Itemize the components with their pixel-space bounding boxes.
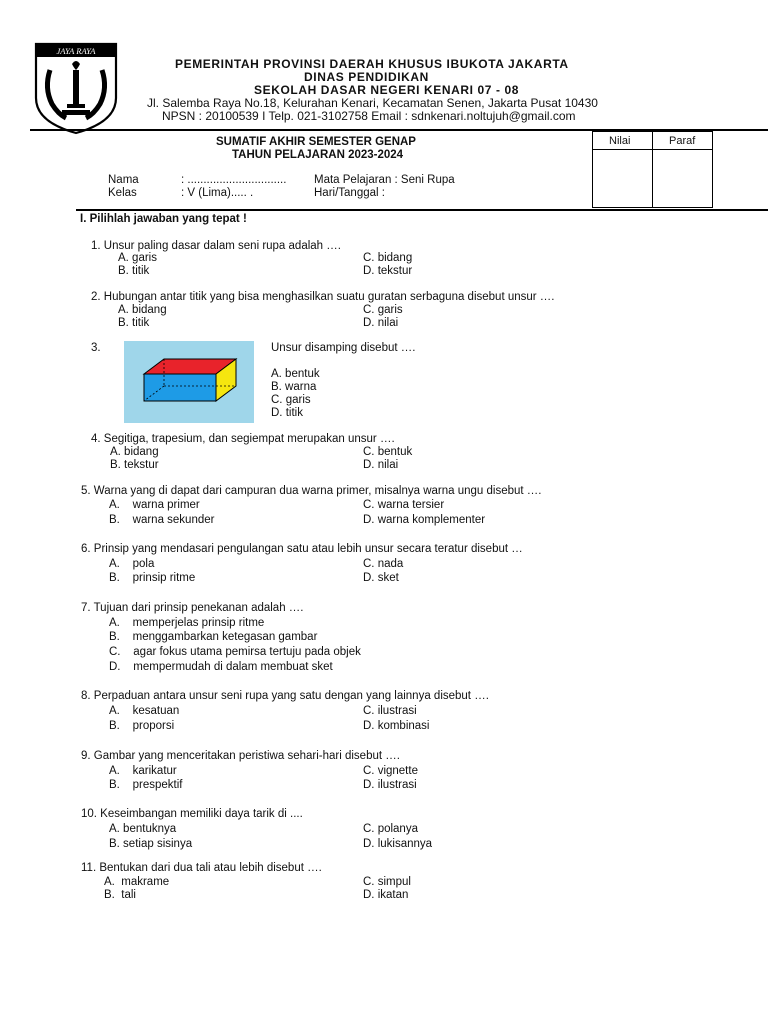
q1-option-a: A. garis [118, 252, 157, 264]
nilai-label: Nilai [609, 135, 631, 147]
question-5: 5. Warna yang di dapat dari campuran dua warna primer, misalnya warna ungu disebut …. [81, 485, 542, 497]
q5-option-c: C. warna tersier [363, 499, 445, 511]
q1-option-c: C. bidang [363, 252, 413, 264]
q5-option-d: D. warna komplementer [363, 514, 486, 526]
nama-value: : ............................... [181, 174, 287, 186]
question-8: 8. Perpaduan antara unsur seni rupa yang satu dengan yang lainnya disebut …. [81, 690, 489, 702]
letterhead-contact: NPSN : 20100539 I Telp. 021-3102758 Email : sdnkenari.noltujuh@gmail.com [162, 109, 576, 123]
q6-option-a: A. pola [109, 558, 155, 570]
q2-option-a: A. bidang [118, 304, 167, 316]
cuboid-figure [124, 341, 254, 423]
q9-option-c: C. vignette [363, 765, 418, 777]
letterhead-line1: PEMERINTAH PROVINSI DAERAH KHUSUS IBUKOTA JAKARTA [175, 57, 569, 71]
question-10: 10. Keseimbangan memiliki daya tarik di .... [81, 808, 303, 820]
q3-option-d: D. titik [271, 407, 303, 419]
q3-option-c: C. garis [271, 394, 311, 406]
exam-year: TAHUN PELAJARAN 2023-2024 [232, 149, 404, 161]
q6-option-d: D. sket [363, 572, 399, 584]
kelas-label: Kelas [108, 187, 137, 199]
cuboid-front-face [144, 374, 216, 401]
q11-option-b: B. tali [104, 889, 136, 901]
q8-option-a: A. kesatuan [109, 705, 180, 717]
q11-option-a: A. makrame [104, 876, 170, 888]
q2-option-d: D. nilai [363, 317, 399, 329]
letterhead-address: Jl. Salemba Raya No.18, Kelurahan Kenari, Kecamatan Senen, Jakarta Pusat 10430 [147, 96, 598, 110]
nama-label: Nama [108, 174, 139, 186]
q11-option-d: D. ikatan [363, 889, 409, 901]
score-table-divider [652, 131, 653, 208]
q2-option-c: C. garis [363, 304, 403, 316]
q6-option-c: C. nada [363, 558, 404, 570]
q10-option-a: A. bentuknya [109, 823, 177, 835]
q3-option-a: A. bentuk [271, 368, 320, 380]
question-11: 11. Bentukan dari dua tali atau lebih disebut …. [81, 862, 322, 874]
section-title: I. Pilihlah jawaban yang tepat ! [80, 213, 247, 225]
q8-option-d: D. kombinasi [363, 720, 430, 732]
q9-option-a: A. karikatur [109, 765, 177, 777]
q8-option-c: C. ilustrasi [363, 705, 417, 717]
letterhead-line3: SEKOLAH DASAR NEGERI KENARI 07 - 08 [254, 83, 520, 97]
q4-option-b: B. tekstur [110, 459, 159, 471]
q4-option-d: D. nilai [363, 459, 399, 471]
question-4: 4. Segitiga, trapesium, dan segiempat merupakan unsur …. [91, 433, 395, 445]
question-6: 6. Prinsip yang mendasari pengulangan satu atau lebih unsur secara teratur disebut … [81, 543, 523, 555]
question-3: Unsur disamping disebut …. [271, 342, 416, 354]
q1-option-b: B. titik [118, 265, 150, 277]
question-7: 7. Tujuan dari prinsip penekanan adalah …. [81, 602, 304, 614]
jakarta-emblem-icon [32, 40, 120, 136]
q10-option-c: C. polanya [363, 823, 418, 835]
q9-option-b: B. prespektif [109, 779, 183, 791]
q4-option-a: A. bidang [110, 446, 159, 458]
q11-option-c: C. simpul [363, 876, 411, 888]
q7-option-b: B. menggambarkan ketegasan gambar [109, 631, 318, 643]
mapel-label: Mata Pelajaran : Seni Rupa [314, 174, 455, 186]
question-3-number: 3. [91, 342, 101, 354]
q10-option-d: D. lukisannya [363, 838, 433, 850]
q7-option-c: C. agar fokus utama pemirsa tertuju pada objek [109, 646, 361, 658]
question-2: 2. Hubungan antar titik yang bisa menghasilkan suatu guratan serbaguna disebut unsur …. [91, 291, 555, 303]
question-9: 9. Gambar yang menceritakan peristiwa sehari-hari disebut …. [81, 750, 400, 762]
q4-option-c: C. bentuk [363, 446, 413, 458]
q3-option-b: B. warna [271, 381, 317, 393]
q9-option-d: D. ilustrasi [363, 779, 417, 791]
q7-option-a: A. memperjelas prinsip ritme [109, 617, 265, 629]
q2-option-b: B. titik [118, 317, 150, 329]
q8-option-b: B. proporsi [109, 720, 175, 732]
letterhead-line2: DINAS PENDIDIKAN [304, 70, 429, 84]
q5-option-b: B. warna sekunder [109, 514, 215, 526]
section-rule [76, 209, 768, 211]
q10-option-b: B. setiap sisinya [109, 838, 193, 850]
logo-text: JAYA RAYA [56, 46, 96, 56]
kelas-value: : V (Lima)..... . [181, 187, 254, 199]
q5-option-a: A. warna primer [109, 499, 200, 511]
paraf-label: Paraf [669, 135, 696, 147]
q6-option-b: B. prinsip ritme [109, 572, 196, 584]
hari-label: Hari/Tanggal : [314, 187, 385, 199]
question-1: 1. Unsur paling dasar dalam seni rupa adalah …. [91, 240, 341, 252]
q1-option-d: D. tekstur [363, 265, 413, 277]
q7-option-d: D. mempermudah di dalam membuat sket [109, 661, 333, 673]
exam-title: SUMATIF AKHIR SEMESTER GENAP [216, 136, 416, 148]
score-table-header-rule [592, 149, 713, 150]
